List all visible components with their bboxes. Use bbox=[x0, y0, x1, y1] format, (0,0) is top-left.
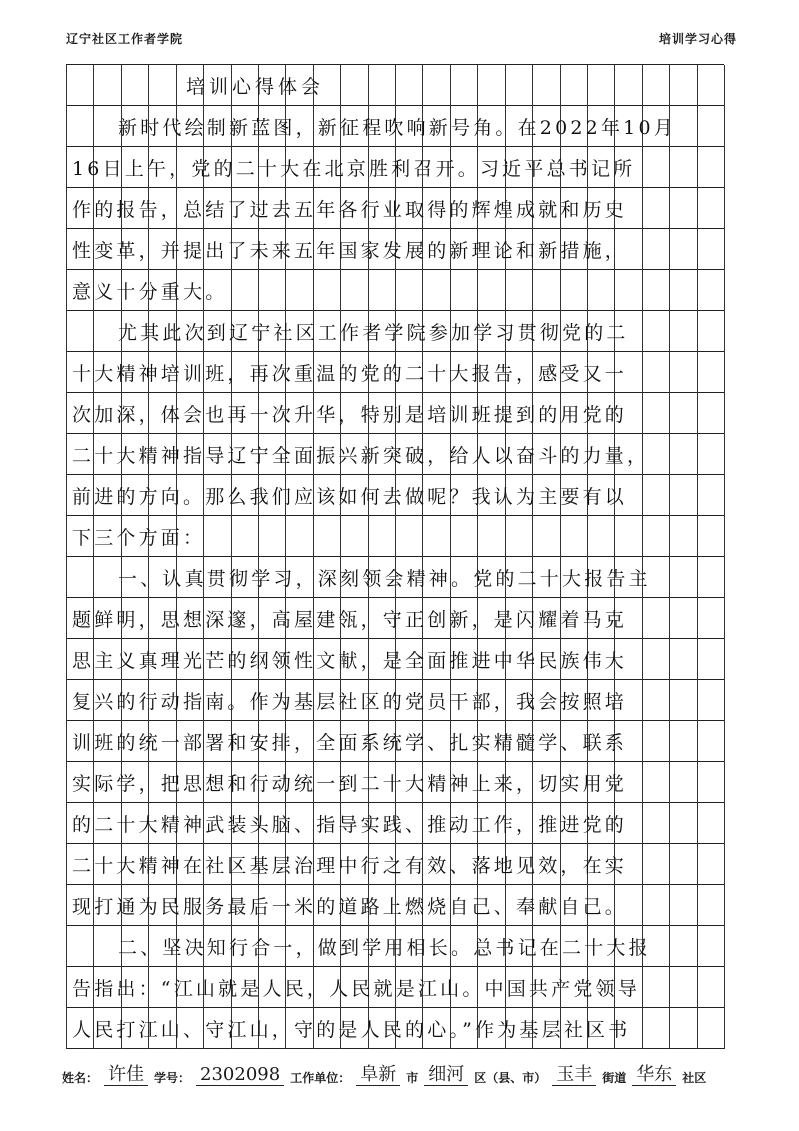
street-value: 玉丰 bbox=[552, 1065, 596, 1086]
header-document-type: 培训学习心得 bbox=[658, 32, 737, 46]
essay-line: 性变革，并提出了未来五年国家发展的新理论和新措施， bbox=[72, 240, 628, 262]
essay-line: 训班的统一部署和安排，全面系统学、扎实精髓学、联系 bbox=[72, 732, 628, 754]
essay-line: 告指出：“江山就是人民，人民就是江山。中国共产党领导 bbox=[72, 978, 640, 1000]
essay-line: 实际学，把思想和行动统一到二十大精神上来，切实用党 bbox=[72, 773, 628, 795]
grid-paper bbox=[66, 64, 724, 1050]
name-label: 姓名： bbox=[62, 1071, 99, 1085]
id-value: 2302098 bbox=[196, 1065, 284, 1086]
essay-line: 二、坚决知行合一，做到学用相长。总书记在二十大报 bbox=[118, 937, 651, 959]
essay-line: 思主义真理光芒的纲领性文献，是全面推进中华民族伟大 bbox=[72, 650, 628, 672]
essay-line: 意义十分重大。 bbox=[72, 281, 228, 303]
community-value: 华东 bbox=[632, 1065, 676, 1086]
grid-column-rule bbox=[724, 65, 725, 1049]
community-label: 社区 bbox=[682, 1071, 707, 1085]
essay-line: 一、认真贯彻学习，深刻领会精神。党的二十大报告主 bbox=[118, 568, 651, 590]
district-label: 区（县、市） bbox=[474, 1071, 547, 1085]
name-value: 许佳 bbox=[104, 1065, 148, 1086]
essay-line: 题鲜明，思想深邃，高屋建瓴，守正创新，是闪耀着马克 bbox=[72, 609, 628, 631]
essay-line: 16日上午，党的二十大在北京胜利召开。习近平总书记所 bbox=[72, 158, 636, 180]
essay-line: 作的报告，总结了过去五年各行业取得的辉煌成就和历史 bbox=[72, 199, 628, 221]
essay-line: 复兴的行动指南。作为基层社区的党员干部，我会按照培 bbox=[72, 691, 628, 713]
essay-line: 前进的方向。那么我们应该如何去做呢？我认为主要有以 bbox=[72, 486, 628, 508]
essay-title: 培训心得体会 bbox=[186, 76, 325, 98]
city-label: 市 bbox=[406, 1071, 419, 1085]
essay-line: 次加深，体会也再一次升华，特别是培训班提到的用党的 bbox=[72, 404, 628, 426]
footer-info bbox=[60, 1062, 750, 1086]
id-label: 学号： bbox=[154, 1071, 191, 1085]
essay-line: 现打通为民服务最后一米的道路上燃烧自己、奉献自己。 bbox=[72, 896, 628, 918]
essay-line: 的二十大精神武装头脑、指导实践、推动工作，推进党的 bbox=[72, 814, 628, 836]
essay-line: 十大精神培训班，再次重温的党的二十大报告，感受又一 bbox=[72, 363, 628, 385]
district-value: 细河 bbox=[424, 1065, 468, 1086]
essay-line: 二十大精神指导辽宁全面振兴新突破，给人以奋斗的力量， bbox=[72, 445, 650, 467]
essay-line: 尤其此次到辽宁社区工作者学院参加学习贯彻党的二 bbox=[118, 322, 629, 344]
header-institution: 辽宁社区工作者学院 bbox=[66, 32, 184, 46]
essay-line: 下三个方面： bbox=[72, 527, 206, 549]
unit-label: 工作单位： bbox=[290, 1071, 351, 1085]
essay-line: 二十大精神在社区基层治理中行之有效、落地见效，在实 bbox=[72, 855, 628, 877]
essay-line: 人民打江山、守江山，守的是人民的心。”作为基层社区书 bbox=[72, 1019, 631, 1041]
street-label: 街道 bbox=[602, 1071, 627, 1085]
city-value: 阜新 bbox=[356, 1065, 400, 1086]
essay-line: 新时代绘制新蓝图，新征程吹响新号角。在2022年10月 bbox=[118, 117, 676, 139]
